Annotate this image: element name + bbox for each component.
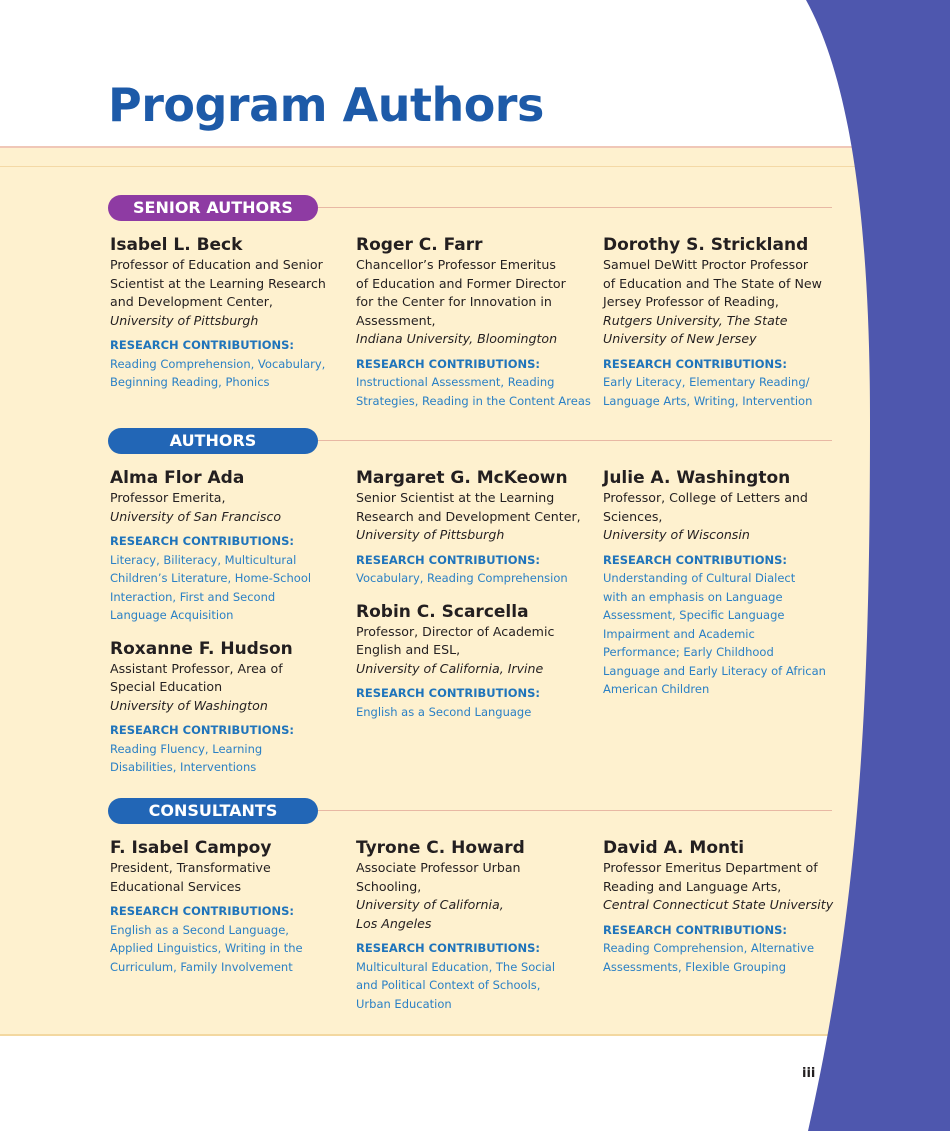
authors-pill: AUTHORS [108, 428, 318, 454]
research-contributions-label: RESEARCH CONTRIBUTIONS: [603, 922, 787, 937]
author-role: Chancellor’s Professor Emeritus of Education and Former Director for the Center for Innovation in Assessment, [356, 257, 566, 328]
swoosh-shape [806, 0, 950, 1131]
page-title: Program Authors [108, 78, 544, 132]
research-contributions-label: RESEARCH CONTRIBUTIONS: [356, 941, 540, 955]
research-contributions-text: English as a Second Language [356, 704, 532, 719]
research-contributions-text: Reading Comprehension, Vocabulary, Beginning Reading, Phonics [110, 356, 326, 389]
research-contributions-text: Reading Comprehension, Alternative Assessments, Flexible Grouping [603, 941, 815, 974]
author-affiliation: University of Pittsburgh [356, 527, 505, 542]
author-affiliation: Rutgers University, The State University of New Jersey [603, 312, 788, 346]
author-role: Professor of Education and Senior Scientist at the Learning Research and Development Center, [110, 257, 326, 309]
author-name: Isabel L. Beck [110, 235, 243, 255]
research-contributions-label: RESEARCH CONTRIBUTIONS: [603, 552, 787, 567]
research-contributions-text: English as a Second Language, Applied Linguistics, Writing in the Curriculum, Family Involvement [110, 922, 303, 974]
research-contributions-text: Reading Fluency, Learning Disabilities, Interventions [110, 741, 263, 774]
author-role: President, Transformative Educational Services [110, 860, 271, 894]
author-affiliation: University of Wisconsin [603, 527, 750, 542]
author-name: F. Isabel Campoy [110, 838, 272, 858]
research-contributions-text: Vocabulary, Reading Comprehension [356, 571, 568, 585]
research-contributions-text: Instructional Assessment, Reading Strategies, Reading in the Content Areas [356, 375, 591, 408]
author-role: Associate Professor Urban Schooling, [356, 860, 521, 894]
author-role: Samuel DeWitt Proctor Professor of Education and The State of New Jersey Professor of Reading, [603, 257, 822, 309]
author-role: Professor Emerita, [110, 490, 226, 505]
research-contributions-label: RESEARCH CONTRIBUTIONS: [603, 356, 787, 371]
author-name: Julie A. Washington [603, 468, 791, 488]
senior-authors-pill: SENIOR AUTHORS [108, 195, 318, 221]
author-affiliation: University of California, Los Angeles [356, 897, 504, 931]
author-role: Professor Emeritus Department of Reading and Language Arts, [603, 860, 818, 894]
research-contributions-label: RESEARCH CONTRIBUTIONS: [110, 904, 294, 918]
research-contributions-label: RESEARCH CONTRIBUTIONS: [110, 338, 294, 352]
author-name: Dorothy S. Strickland [603, 235, 809, 255]
research-contributions-label: RESEARCH CONTRIBUTIONS: [110, 534, 294, 548]
author-name: Roger C. Farr [356, 235, 483, 255]
research-contributions-label: RESEARCH CONTRIBUTIONS: [356, 686, 540, 700]
research-contributions-text: Understanding of Cultural Dialect with an emphasis on Language Assessment, Specific Language Impairment and Academic Performance; Early Childhood Language and Early Literacy of African American Children [603, 571, 826, 696]
author-affiliation: Central Connecticut State University [603, 897, 834, 912]
author-name: Alma Flor Ada [110, 468, 245, 488]
research-contributions-label: RESEARCH CONTRIBUTIONS: [356, 356, 540, 371]
author-name: Roxanne F. Hudson [110, 638, 293, 659]
author-affiliation: University of Pittsburgh [110, 312, 259, 328]
author-name: Tyrone C. Howard [356, 838, 525, 858]
author-role: Assistant Professor, Area of Special Education [110, 660, 283, 694]
author-role: Professor, Director of Academic English and ESL, [356, 623, 555, 657]
author-name: Margaret G. McKeown [356, 468, 568, 488]
author-role: Professor, College of Letters and Sciences, [603, 490, 808, 524]
research-contributions-text: Multicultural Education, The Social and Political Context of Schools, Urban Education [356, 959, 556, 1011]
research-contributions-text: Literacy, Biliteracy, Multicultural Children’s Literature, Home-School Interaction, First and Second Language Acquisition [110, 552, 312, 622]
author-role: Senior Scientist at the Learning Research and Development Center, [356, 490, 581, 524]
author-name: Robin C. Scarcella [356, 601, 529, 622]
author-affiliation: Indiana University, Bloomington [356, 331, 558, 346]
consultants-pill: CONSULTANTS [108, 798, 318, 824]
author-affiliation: University of Washington [110, 697, 268, 713]
research-contributions-text: Early Literacy, Elementary Reading/ Language Arts, Writing, Intervention [603, 375, 813, 408]
research-contributions-label: RESEARCH CONTRIBUTIONS: [356, 552, 540, 567]
author-affiliation: University of San Francisco [110, 508, 282, 524]
research-contributions-label: RESEARCH CONTRIBUTIONS: [110, 723, 294, 737]
author-name: David A. Monti [603, 838, 745, 858]
author-affiliation: University of California, Irvine [356, 660, 544, 676]
page-number: iii [802, 1066, 816, 1081]
